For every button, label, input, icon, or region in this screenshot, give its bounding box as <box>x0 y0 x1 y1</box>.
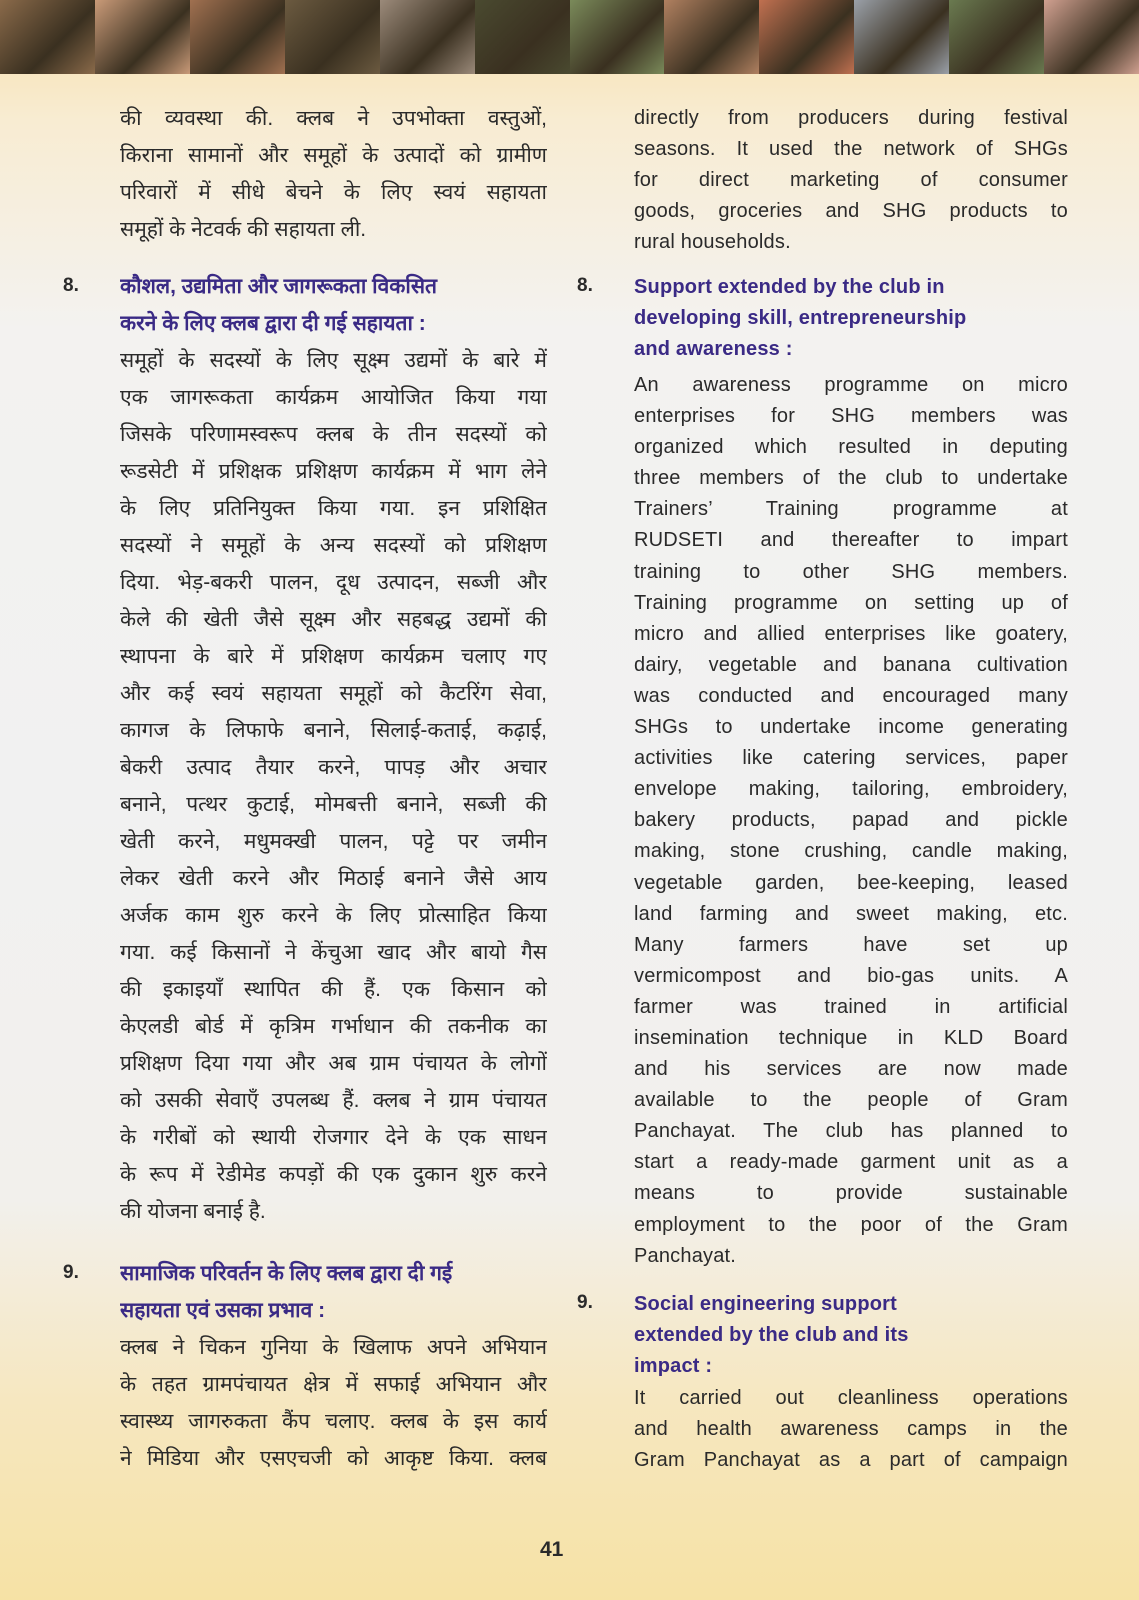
banner-photo <box>285 0 380 74</box>
section-number: 8. <box>63 275 79 296</box>
text-line: land farming and sweet making, etc. <box>634 902 1068 925</box>
text-line: के तहत ग्रामपंचायत क्षेत्र में सफाई अभियान और <box>120 1373 547 1396</box>
text-line: means to provide sustainable <box>634 1182 1068 1205</box>
text-line: सदस्यों ने समूहों के अन्य सदस्यों को प्रशिक्षण <box>120 534 547 557</box>
text-line: समूहों के नेटवर्क की सहायता ली. <box>120 218 367 241</box>
text-line: goods, groceries and SHG products to <box>634 200 1068 223</box>
banner-photo <box>190 0 285 74</box>
text-line: directly from producers during festival <box>634 107 1068 129</box>
banner-photo <box>570 0 665 74</box>
text-line: सामाजिक परिवर्तन के लिए क्लब द्वारा दी गई <box>120 1262 453 1285</box>
text-line: करने के लिए क्लब द्वारा दी गई सहायता : <box>120 312 426 335</box>
section-number: 8. <box>577 275 593 296</box>
text-line: और कई स्वयं सहायता समूहों को कैटरिंग सेवा, <box>120 682 547 705</box>
text-line: and awareness : <box>634 338 793 361</box>
text-line: micro and allied enterprises like goatery, <box>634 622 1068 645</box>
text-line: Panchayat. The club has planned to <box>634 1120 1068 1143</box>
text-line: enterprises for SHG members was <box>634 405 1068 428</box>
text-line: RUDSETI and thereafter to impart <box>634 529 1068 552</box>
text-line: start a ready-made garment unit as a <box>634 1151 1068 1174</box>
text-line: बेकरी उत्पाद तैयार करने, पापड़ और अचार <box>120 756 547 779</box>
text-line: three members of the club to undertake <box>634 467 1068 490</box>
text-line: making, stone crushing, candle making, <box>634 840 1068 863</box>
banner-photo <box>664 0 759 74</box>
text-line: बनाने, पत्थर कुटाई, मोमबत्ती बनाने, सब्जी की <box>120 793 547 816</box>
text-line: vegetable garden, bee-keeping, leased <box>634 871 1068 894</box>
banner-photo <box>1044 0 1139 74</box>
text-line: रूडसेटी में प्रशिक्षक प्रशिक्षण कार्यक्रम में भाग लेने <box>120 460 547 483</box>
text-line: organized which resulted in deputing <box>634 436 1068 459</box>
text-line: की योजना बनाई है. <box>120 1200 266 1223</box>
text-line: एक जागरूकता कार्यक्रम आयोजित किया गया <box>120 386 547 409</box>
text-line: SHGs to undertake income generating <box>634 716 1068 739</box>
banner-photo <box>949 0 1044 74</box>
hindi-section-8-heading <box>120 268 547 342</box>
text-line: अर्जक काम शुरु करने के लिए प्रोत्साहित किया <box>120 904 547 927</box>
text-line: केले की खेती जैसे सूक्ष्म और सहबद्ध उद्यमों की <box>120 608 547 631</box>
section-number: 9. <box>577 1292 593 1313</box>
hindi-section-8-body <box>120 342 547 1230</box>
text-line: bakery products, papad and pickle <box>634 809 1068 832</box>
english-section-9-heading <box>634 1289 1068 1382</box>
text-line: स्थापना के बारे में प्रशिक्षण कार्यक्रम चलाए गए <box>120 645 547 668</box>
text-line: Support extended by the club in <box>634 276 945 298</box>
text-line: envelope making, tailoring, embroidery, <box>634 778 1068 801</box>
text-line: vermicompost and bio-gas units. A <box>634 964 1068 987</box>
text-line: dairy, vegetable and banana cultivation <box>634 653 1068 676</box>
text-line: केएलडी बोर्ड में कृत्रिम गर्भाधान की तकनीक का <box>120 1015 547 1038</box>
text-line: प्रशिक्षण दिया गया और अब ग्राम पंचायत के लोगों <box>120 1052 547 1075</box>
text-line: कागज के लिफाफे बनाने, सिलाई-कताई, कढ़ाई, <box>120 719 547 742</box>
text-line: के रूप में रेडीमेड कपड़ों की एक दुकान शुरु करने <box>120 1163 547 1186</box>
hindi-section-9-body <box>120 1329 547 1477</box>
text-line: employment to the poor of the Gram <box>634 1213 1068 1236</box>
text-line: developing skill, entrepreneurship <box>634 307 967 330</box>
text-line: गया. कई किसानों ने केंचुआ खाद और बायो गैस <box>120 941 547 964</box>
text-line: available to the people of Gram <box>634 1089 1068 1112</box>
text-line: लेकर खेती करने और मिठाई बनाने जैसे आय <box>120 867 547 890</box>
text-line: की व्यवस्था की. क्लब ने उपभोक्ता वस्तुओं, <box>120 107 547 130</box>
text-line: क्लब ने चिकन गुनिया के खिलाफ अपने अभियान <box>120 1336 547 1359</box>
text-line: Trainers’ Training programme at <box>634 498 1068 521</box>
text-line: परिवारों में सीधे बेचने के लिए स्वयं सहायता <box>120 181 547 204</box>
photo-banner <box>0 0 1139 74</box>
text-line: दिया. भेड़-बकरी पालन, दूध उत्पादन, सब्जी और <box>120 571 547 594</box>
text-line: Gram Panchayat as a part of campaign <box>634 1449 1068 1472</box>
english-section-8-heading <box>634 272 1068 365</box>
section-number: 9. <box>63 1262 79 1283</box>
text-line: जिसके परिणामस्वरूप क्लब के तीन सदस्यों को <box>120 423 547 446</box>
text-line: के गरीबों को स्थायी रोजगार देने के एक साधन <box>120 1126 547 1149</box>
text-line: It carried out cleanliness operations <box>634 1387 1068 1409</box>
english-paragraph-intro <box>634 103 1068 258</box>
english-section-8-body <box>634 370 1068 1272</box>
banner-photo <box>854 0 949 74</box>
text-line: की इकाइयाँ स्थापित की हैं. एक किसान को <box>120 978 547 1001</box>
text-line: किराना सामानों और समूहों के उत्पादों को ग्रामीण <box>120 144 547 167</box>
banner-photo <box>95 0 190 74</box>
text-line: activities like catering services, paper <box>634 747 1068 770</box>
text-line: training to other SHG members. <box>634 560 1068 583</box>
text-line: खेती करने, मधुमक्खी पालन, पट्टे पर जमीन <box>120 830 547 853</box>
text-line: Many farmers have set up <box>634 933 1068 956</box>
page-number: 41 <box>540 1538 564 1561</box>
text-line: के लिए प्रतिनियुक्त किया गया. इन प्रशिक्षित <box>120 497 547 520</box>
text-line: Training programme on setting up of <box>634 591 1068 614</box>
text-line: farmer was trained in artificial <box>634 995 1068 1018</box>
banner-photo <box>475 0 570 74</box>
banner-photo <box>380 0 475 74</box>
text-line: स्वास्थ्य जागरुकता कैंप चलाए. क्लब के इस कार्य <box>120 1410 547 1433</box>
english-section-9-body <box>634 1383 1068 1476</box>
text-line: and health awareness camps in the <box>634 1418 1068 1441</box>
text-line: सहायता एवं उसका प्रभाव : <box>120 1299 326 1322</box>
text-line: seasons. It used the network of SHGs <box>634 138 1068 161</box>
text-line: and his services are now made <box>634 1058 1068 1081</box>
banner-photo <box>759 0 854 74</box>
hindi-paragraph-intro <box>120 100 547 248</box>
text-line: An awareness programme on micro <box>634 374 1068 396</box>
banner-photo <box>0 0 95 74</box>
text-line: समूहों के सदस्यों के लिए सूक्ष्म उद्यमों के बारे में <box>120 349 547 372</box>
text-line: Panchayat. <box>634 1244 737 1267</box>
text-line: for direct marketing of consumer <box>634 169 1068 192</box>
text-line: rural households. <box>634 231 791 254</box>
text-line: was conducted and encouraged many <box>634 684 1068 707</box>
text-line: impact : <box>634 1355 713 1378</box>
text-line: ने मिडिया और एसएचजी को आकृष्ट किया. क्लब <box>120 1447 547 1470</box>
text-line: insemination technique in KLD Board <box>634 1026 1068 1049</box>
hindi-section-9-heading <box>120 1255 547 1329</box>
text-line: को उसकी सेवाएँ उपलब्ध हैं. क्लब ने ग्राम पंचायत <box>120 1089 547 1112</box>
text-line: extended by the club and its <box>634 1324 909 1347</box>
text-line: कौशल, उद्यमिता और जागरूकता विकसित <box>120 275 438 298</box>
text-line: Social engineering support <box>634 1293 898 1315</box>
